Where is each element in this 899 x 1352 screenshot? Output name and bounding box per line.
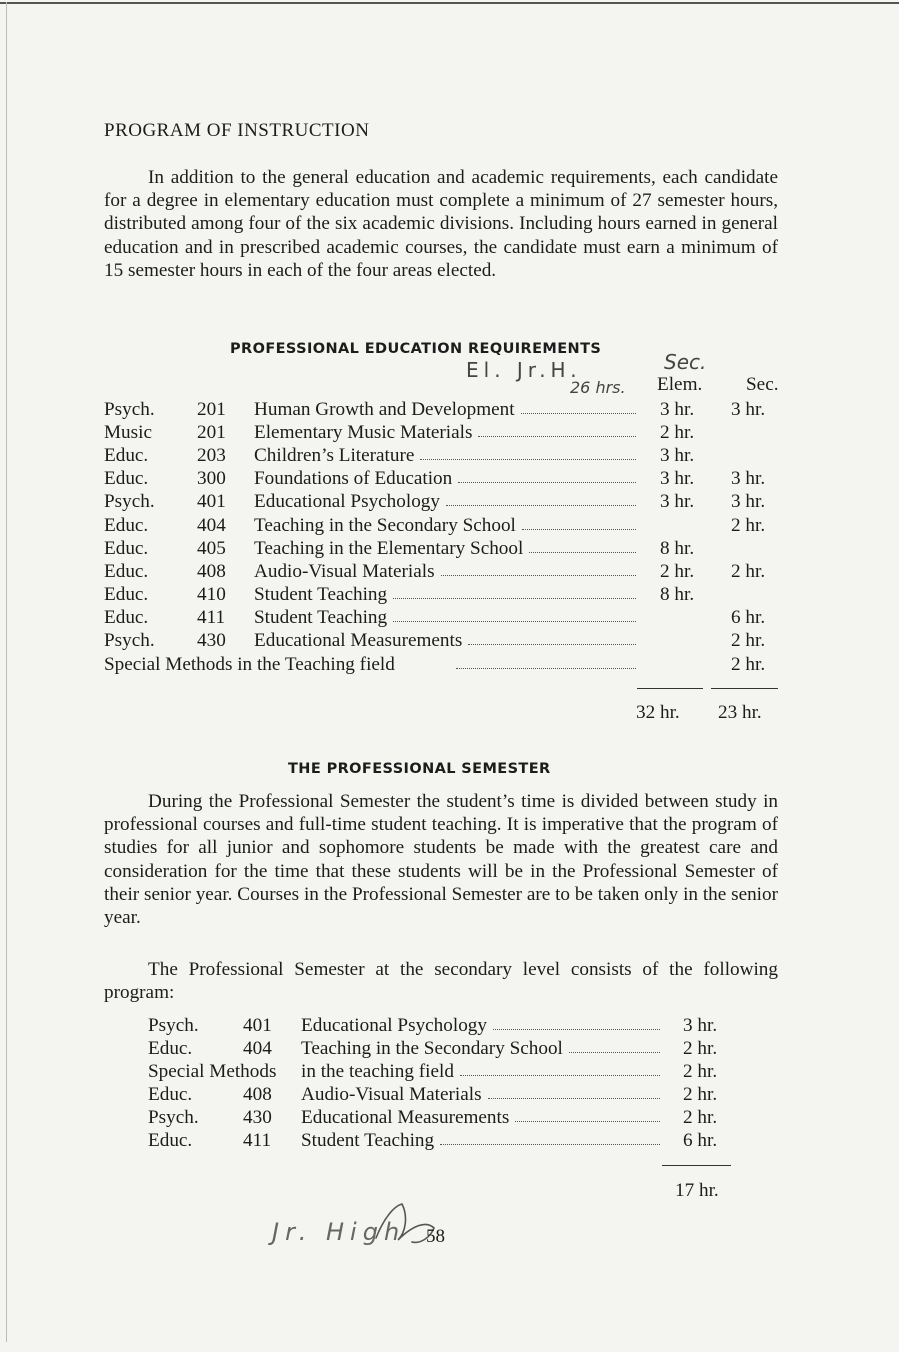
course-elem-hours: 8 hr. xyxy=(660,583,695,605)
semester-heading: THE PROFESSIONAL SEMESTER xyxy=(288,761,551,777)
course-title: Audio-Visual Materials xyxy=(254,560,435,582)
program-intro-text: In addition to the general education and academic requirements, each candidate for a degree in elementary education must complete a minimum of 27 semester hours, distributed among four of the six academic divisions. Including hours earned in general education and in prescribed academic courses, the candidate must earn a minimum of 15 semester hours in each of the four areas elected. xyxy=(104,167,778,281)
semester-dept: Educ. xyxy=(148,1038,193,1059)
semester-hours: 2 hr. xyxy=(683,1038,718,1059)
course-elem-hours: 2 hr. xyxy=(660,422,695,444)
handwritten-level-note: El. Jr.H. xyxy=(466,358,582,382)
leader-dots xyxy=(515,1121,660,1122)
leader-dots xyxy=(441,575,636,576)
semester-title: Teaching in the Secondary School xyxy=(301,1038,563,1059)
course-sec-hours: 3 hr. xyxy=(731,468,766,490)
course-sec-hours: 2 hr. xyxy=(731,630,766,651)
course-number: 300 xyxy=(197,468,226,490)
leader-dots xyxy=(393,621,636,622)
requirement-row xyxy=(0,444,899,467)
requirement-row xyxy=(0,490,899,513)
course-sec-hours: 3 hr. xyxy=(731,491,766,513)
leader-dots xyxy=(420,459,636,460)
semester-paragraph-2-text: The Professional Semester at the secondary level consists of the following program: xyxy=(104,959,778,1004)
leader-dots xyxy=(529,552,636,553)
course-dept: Educ. xyxy=(104,445,149,467)
total-sec: 23 hr. xyxy=(718,702,762,723)
course-title: Educational Measurements xyxy=(254,630,463,651)
requirement-row xyxy=(0,583,899,606)
special-methods-sec: 2 hr. xyxy=(731,654,766,675)
course-elem-hours: 3 hr. xyxy=(660,399,695,420)
leader-dots xyxy=(478,436,636,437)
course-elem-hours: 3 hr. xyxy=(660,445,695,467)
course-dept: Educ. xyxy=(104,537,149,559)
semester-total: 17 hr. xyxy=(675,1180,719,1201)
semester-dept: Psych. xyxy=(148,1107,199,1128)
course-dept: Educ. xyxy=(104,560,149,582)
course-number: 411 xyxy=(197,606,226,628)
course-sec-hours: 6 hr. xyxy=(731,606,766,628)
course-number: 201 xyxy=(197,422,226,444)
requirement-row xyxy=(0,537,899,560)
semester-row xyxy=(0,1129,899,1152)
course-title: Student Teaching xyxy=(254,583,388,605)
course-elem-hours: 8 hr. xyxy=(660,537,695,559)
leader-dots xyxy=(493,1029,660,1030)
semester-number: 411 xyxy=(243,1130,272,1151)
handwritten-hours-note: 26 hrs. xyxy=(570,378,626,397)
requirement-row xyxy=(0,398,899,421)
leader-dots xyxy=(569,1052,660,1053)
leader-dots xyxy=(446,505,636,506)
course-sec-hours: 2 hr. xyxy=(731,560,766,582)
semester-paragraph-1-text: During the Professional Semester the student’s time is divided between study in professional courses and full-time student teaching. It is imperative that the program of studies for all junior and sophomore students be made with the greatest care and consideration for the time that these students will be in the Professional Semester of their senior year. Courses in the Professional Semester are to be taken only in the senior year. xyxy=(104,791,778,929)
semester-title: Educational Measurements xyxy=(301,1107,510,1128)
semester-hours: 2 hr. xyxy=(683,1107,718,1128)
program-heading: PROGRAM OF INSTRUCTION xyxy=(104,120,370,141)
semester-hours: 6 hr. xyxy=(683,1130,718,1151)
requirement-row xyxy=(0,560,899,583)
requirements-heading: PROFESSIONAL EDUCATION REQUIREMENTS xyxy=(230,341,602,357)
course-number: 201 xyxy=(197,399,226,420)
course-title: Teaching in the Secondary School xyxy=(254,514,516,536)
program-intro xyxy=(104,166,778,282)
course-number: 410 xyxy=(197,583,226,605)
leader-dots xyxy=(440,1144,660,1145)
semester-paragraph-1 xyxy=(104,790,778,929)
semester-dept: Educ. xyxy=(148,1084,193,1105)
course-number: 408 xyxy=(197,560,226,582)
requirement-row xyxy=(0,629,899,652)
semester-hours: 2 hr. xyxy=(683,1061,718,1082)
course-title: Elementary Music Materials xyxy=(254,422,473,444)
handwritten-jr-high: Jr. High xyxy=(272,1218,406,1246)
semester-row xyxy=(0,1037,899,1060)
semester-number: 408 xyxy=(243,1084,272,1105)
course-number: 405 xyxy=(197,537,226,559)
semester-total-rule xyxy=(662,1165,731,1166)
semester-paragraph-2 xyxy=(104,958,778,1004)
semester-hours: 2 hr. xyxy=(683,1084,718,1105)
requirement-row xyxy=(0,514,899,537)
semester-title: Student Teaching xyxy=(301,1130,435,1151)
requirement-row xyxy=(0,421,899,444)
leader-dots xyxy=(488,1098,660,1099)
course-number: 203 xyxy=(197,445,226,467)
requirements-column-headers xyxy=(0,373,899,396)
course-title: Foundations of Education xyxy=(254,468,453,490)
semester-number: 401 xyxy=(243,1015,272,1036)
course-dept: Educ. xyxy=(104,606,149,628)
leader-dots xyxy=(468,644,636,645)
semester-hours: 3 hr. xyxy=(683,1015,718,1036)
leader-dots xyxy=(393,598,636,599)
course-dept: Psych. xyxy=(104,630,155,651)
semester-row xyxy=(0,1083,899,1106)
course-title: Children’s Literature xyxy=(254,445,415,467)
course-number: 404 xyxy=(197,514,226,536)
semester-total-row xyxy=(0,1179,899,1202)
requirements-totals xyxy=(0,701,899,724)
leader-dots xyxy=(458,482,636,483)
course-title: Student Teaching xyxy=(254,606,388,628)
leader-dots xyxy=(522,529,636,530)
semester-number: 404 xyxy=(243,1038,272,1059)
course-number: 401 xyxy=(197,491,226,513)
course-dept: Educ. xyxy=(104,514,149,536)
col-header-elem: Elem. xyxy=(657,374,703,395)
course-sec-hours: 2 hr. xyxy=(731,514,766,536)
course-dept: Psych. xyxy=(104,491,155,513)
semester-row xyxy=(0,1060,899,1083)
course-number: 430 xyxy=(197,630,226,651)
requirement-row xyxy=(0,467,899,490)
total-elem: 32 hr. xyxy=(636,702,680,723)
elem-total-rule xyxy=(637,688,703,689)
sec-total-rule xyxy=(711,688,778,689)
course-elem-hours: 3 hr. xyxy=(660,468,695,490)
col-header-sec: Sec. xyxy=(746,374,779,395)
course-dept: Psych. xyxy=(104,399,155,420)
course-sec-hours: 3 hr. xyxy=(731,399,766,420)
leader-dots xyxy=(521,413,636,414)
leader-dots xyxy=(460,1075,660,1076)
semester-row xyxy=(0,1106,899,1129)
requirement-row xyxy=(0,606,899,629)
course-dept: Music xyxy=(104,422,152,444)
semester-row xyxy=(0,1014,899,1037)
leader-dots xyxy=(456,668,636,669)
course-elem-hours: 3 hr. xyxy=(660,491,695,513)
handwritten-sec-note: Sec. xyxy=(664,350,707,374)
special-methods-title: Special Methods in the Teaching field xyxy=(104,654,395,675)
course-title: Teaching in the Elementary School xyxy=(254,537,524,559)
semester-title: in the teaching field xyxy=(301,1061,454,1082)
semester-dept: Educ. xyxy=(148,1130,193,1151)
page-number: 58 xyxy=(426,1226,445,1247)
special-methods-row xyxy=(0,653,899,676)
semester-dept: Special Methods xyxy=(148,1061,277,1082)
semester-dept: Psych. xyxy=(148,1015,199,1036)
page-top-edge xyxy=(0,2,899,4)
course-title: Human Growth and Development xyxy=(254,399,515,420)
course-title: Educational Psychology xyxy=(254,491,440,513)
course-dept: Educ. xyxy=(104,468,149,490)
semester-title: Educational Psychology xyxy=(301,1015,487,1036)
course-dept: Educ. xyxy=(104,583,149,605)
course-elem-hours: 2 hr. xyxy=(660,560,695,582)
semester-number: 430 xyxy=(243,1107,272,1128)
semester-title: Audio-Visual Materials xyxy=(301,1084,482,1105)
